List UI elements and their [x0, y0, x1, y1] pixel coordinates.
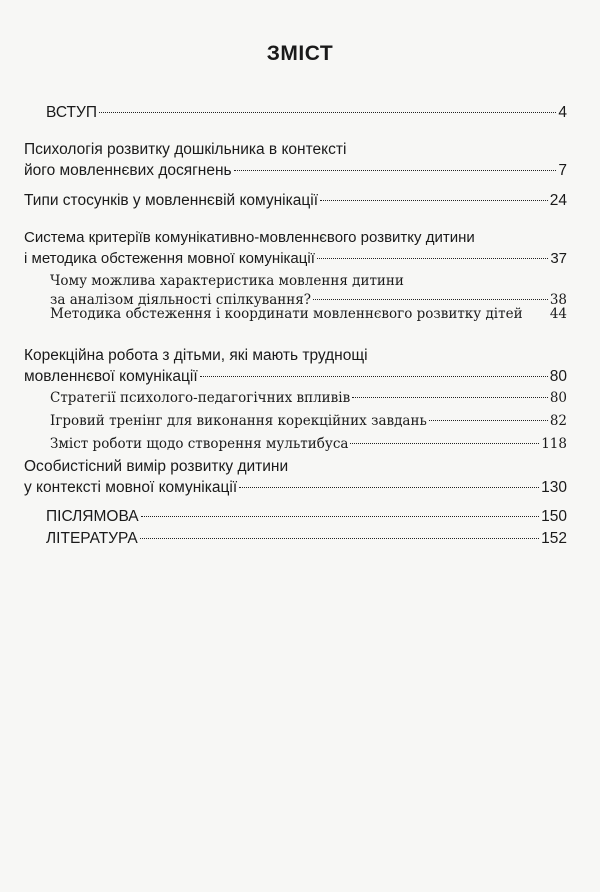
toc-entry-title: ЛІТЕРАТУРА	[46, 530, 138, 547]
leader-dots	[140, 538, 539, 539]
leader-dots	[320, 200, 548, 201]
toc-entry-title-line1: Система критеріїв комунікативно-мовленнєвого розвитку дитини	[24, 229, 475, 246]
toc-entry-metod[interactable]	[50, 306, 567, 322]
toc-page-number: 150	[541, 508, 567, 525]
toc-page-number: 38	[549, 292, 567, 308]
toc-entry-title-line1: Психологія розвитку дошкільника в контексті	[24, 141, 347, 158]
toc-entry-zmist[interactable]	[50, 436, 567, 452]
toc-page-number: 80	[549, 390, 567, 406]
toc-entry-title: за аналізом діяльності спілкування?	[50, 292, 312, 308]
toc-page-number: 80	[549, 368, 567, 385]
leader-dots	[200, 376, 548, 377]
toc-page-number: 4	[558, 104, 567, 121]
leader-dots	[239, 487, 539, 488]
leader-dots	[352, 397, 548, 398]
toc-entry-title: Методика обстеження і координати мовленнєвого розвитку дітей	[50, 306, 523, 322]
page-title: ЗМІСТ	[266, 42, 334, 65]
leader-dots	[525, 313, 548, 314]
toc-entry-igrov[interactable]	[50, 413, 567, 429]
toc-entry-title: Типи стосунків у мовленнєвій комунікації	[24, 192, 319, 209]
leader-dots	[317, 258, 548, 259]
leader-dots	[350, 443, 539, 444]
toc-page-number: 44	[549, 306, 567, 322]
toc-entry-title-line1: Особистісний вимір розвитку дитини	[24, 458, 289, 475]
toc-entry-liter[interactable]	[46, 530, 567, 548]
toc-entry-korek[interactable]	[24, 345, 567, 387]
toc-entry-chomu[interactable]	[50, 272, 567, 310]
toc-page-number: 152	[541, 530, 567, 547]
toc-entry-title-line1: Чому можлива характеристика мовлення дитини	[50, 273, 404, 289]
leader-dots	[313, 299, 548, 300]
leader-dots	[141, 516, 540, 517]
toc-entry-title: Зміст роботи щодо створення мультибуса	[50, 436, 349, 452]
toc-page-number: 130	[541, 479, 567, 496]
toc-page-number: 82	[549, 413, 567, 429]
toc-entry-title: ПІСЛЯМОВА	[46, 508, 139, 525]
leader-dots	[99, 112, 556, 113]
toc-entry-title: і методика обстеження мовної комунікації	[24, 250, 315, 267]
toc-entry-strat[interactable]	[50, 390, 567, 406]
toc-entry-pislya[interactable]	[46, 508, 567, 526]
toc-page-number: 37	[550, 250, 567, 267]
toc-entry-title: у контексті мовної комунікації	[24, 479, 238, 496]
toc-entry-vstup[interactable]	[46, 104, 567, 122]
toc-entry-title: Ігровий тренінг для виконання корекційних завдань	[50, 413, 427, 429]
leader-dots	[429, 420, 548, 421]
toc-page-number: 7	[558, 162, 567, 179]
toc-entry-title-line1: Корекційна робота з дітьми, які мають труднощі	[24, 347, 368, 364]
toc-entry-title: ВСТУП	[46, 104, 97, 121]
toc-entry-title: Стратегії психолого-педагогічних впливів	[50, 390, 351, 406]
toc-page-number: 24	[549, 192, 567, 209]
toc-entry-osob[interactable]	[24, 456, 567, 498]
toc-entry-title: його мовленнєвих досягнень	[24, 162, 232, 179]
toc-entry-system[interactable]	[24, 227, 567, 269]
toc-entry-typy[interactable]	[24, 192, 567, 210]
toc-page-number: 118	[541, 436, 567, 452]
toc-entry-psych[interactable]	[24, 139, 567, 181]
leader-dots	[234, 170, 557, 171]
toc-entry-title: мовленнєвої комунікації	[24, 368, 198, 385]
